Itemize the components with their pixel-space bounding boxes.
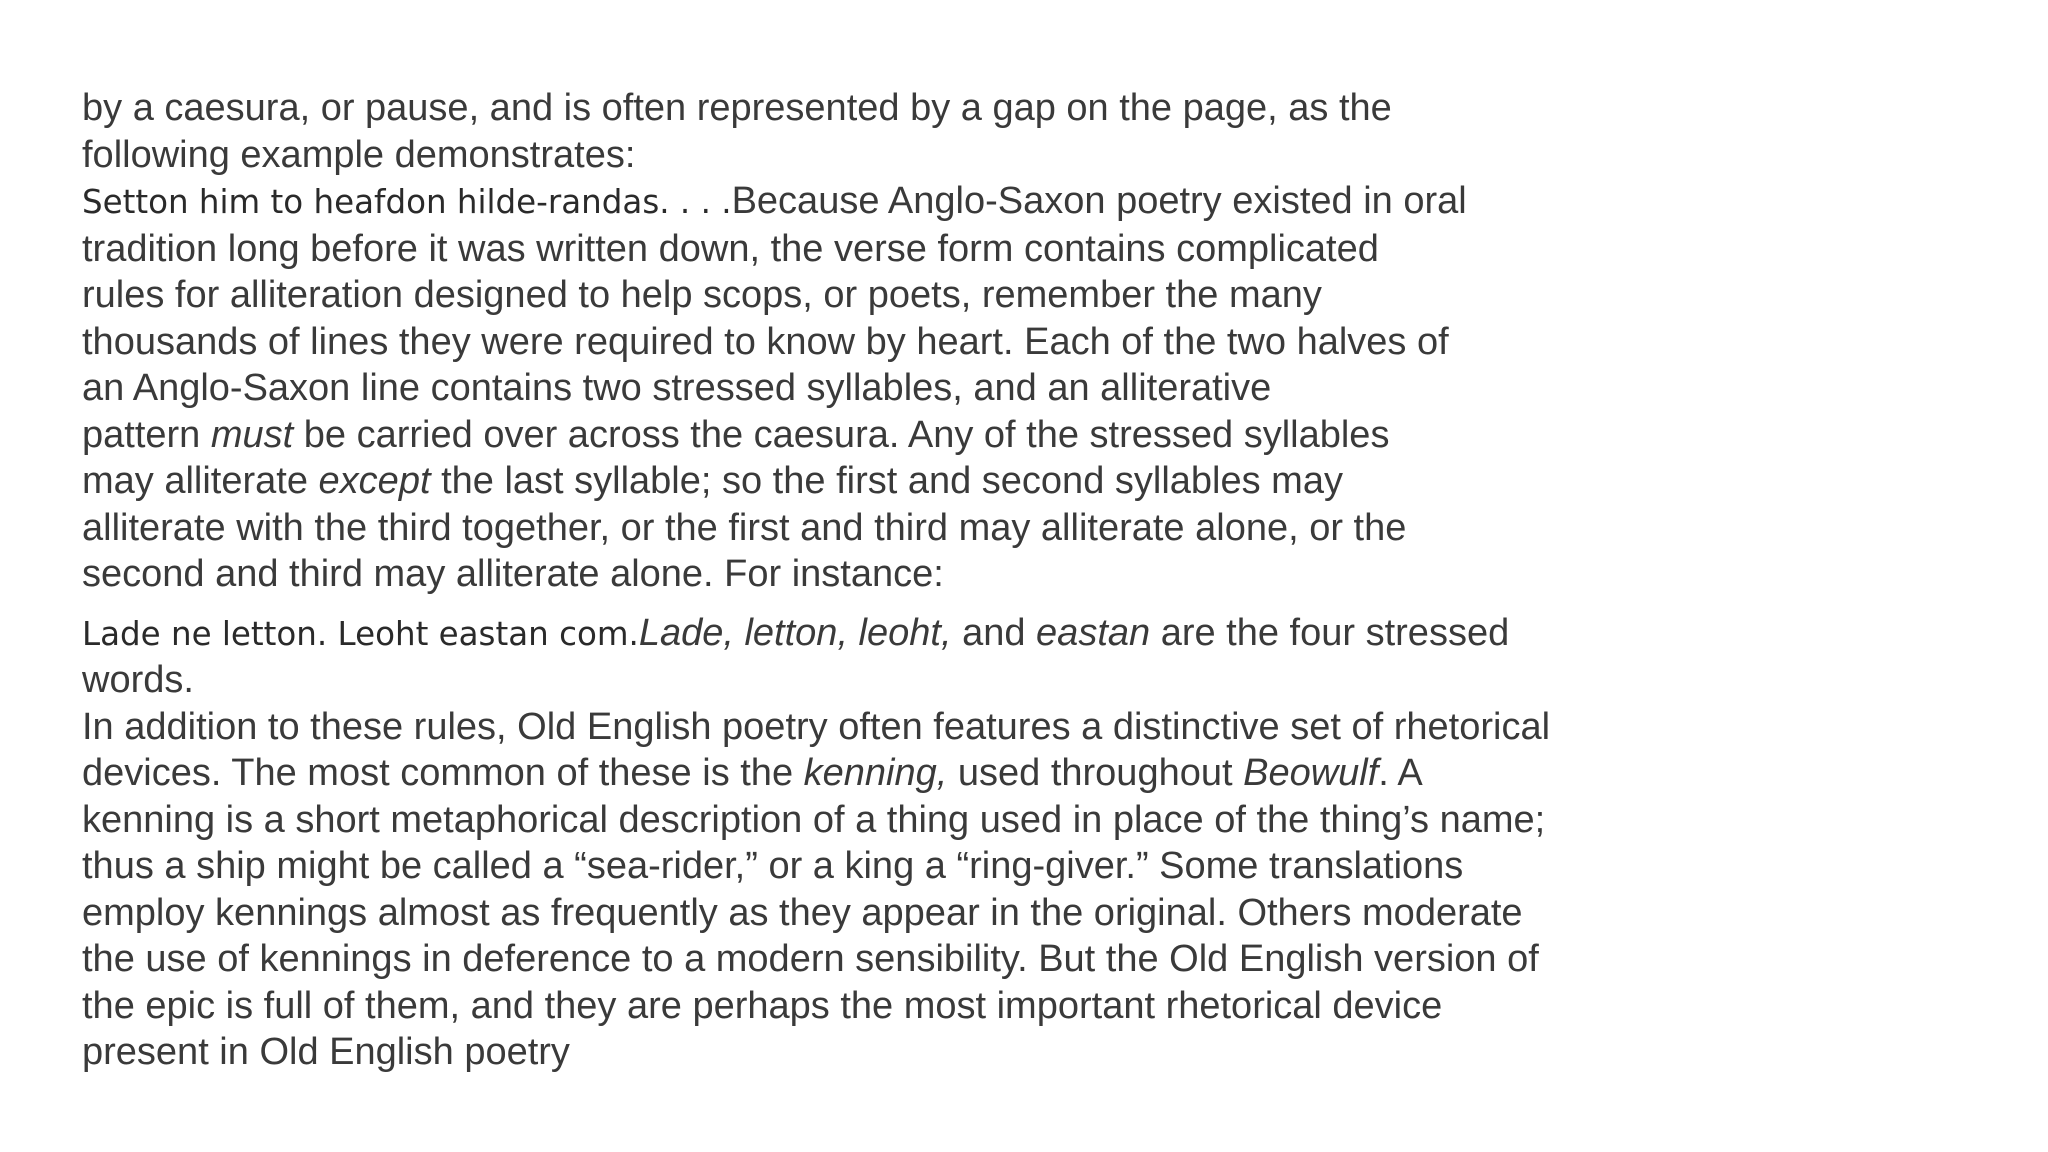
text-line: kenning is a short metaphorical description of a thing used in place of the thing’s name; [82, 798, 1546, 841]
paragraph-caesura-intro [82, 85, 1642, 178]
paragraph-kennings [82, 704, 1642, 1076]
text-line: thousands of lines they were required to know by heart. Each of the two halves of [82, 320, 1449, 363]
text-line: an Anglo-Saxon line contains two stressed syllables, and an alliterative [82, 367, 1272, 409]
text-line: the epic is full of them, and they are perhaps the most important rhetorical device [82, 984, 1443, 1027]
text-line: Because Anglo-Saxon poetry existed in oral [731, 180, 1467, 222]
text-segment: be carried over across the caesura. Any of the stressed syllables [293, 413, 1390, 456]
verse-example-1: Setton him to heafdon hilde-randas. . . . [82, 183, 732, 221]
text-line: rules for alliteration designed to help scops, or poets, remember the many [82, 274, 1322, 316]
text-line: thus a ship might be called a “sea-rider,” or a king a “ring-giver.” Some translations [82, 845, 1464, 887]
text-line: following example demonstrates: [82, 133, 636, 176]
text-line: employ kennings almost as frequently as they appear in the original. Others moderate [82, 891, 1523, 934]
text-segment: the last syllable; so the first and second syllables may [430, 460, 1343, 502]
paragraph-alliteration-rules [82, 178, 1642, 598]
text-line: second and third may alliterate alone. For instance: [82, 553, 944, 595]
emphasis-beowulf: Beowulf [1243, 752, 1379, 794]
text-segment: may alliterate [82, 460, 319, 502]
document-body [82, 85, 1642, 1076]
emphasis-must: must [210, 413, 294, 456]
text-line: by a caesura, or pause, and is often represented by a gap on the page, as the [82, 87, 1392, 129]
text-segment: devices. The most common of these is the [82, 752, 804, 794]
text-segment: . A [1378, 752, 1423, 794]
emphasis-stressed-words: Lade, letton, leoht, [638, 611, 952, 654]
text-line: alliterate with the third together, or the first and third may alliterate alone, or the [82, 506, 1407, 549]
text-segment: are the four stressed [1150, 611, 1510, 654]
text-segment: used throughout [947, 752, 1244, 794]
text-segment: and [951, 611, 1037, 654]
paragraph-stressed-words [82, 610, 1642, 704]
emphasis-kenning: kenning, [803, 752, 948, 794]
text-line: In addition to these rules, Old English poetry often features a distinctive set of rhetorical [82, 705, 1551, 748]
text-line: tradition long before it was written down, the verse form contains complicated [82, 227, 1379, 270]
text-segment: pattern [82, 413, 211, 456]
text-line: words. [82, 659, 194, 701]
text-line: the use of kennings in deference to a modern sensibility. But the Old English version of [82, 938, 1539, 980]
emphasis-except: except [318, 460, 431, 502]
verse-example-2: Lade ne letton. Leoht eastan com. [82, 614, 639, 653]
emphasis-eastan: eastan [1036, 611, 1151, 654]
text-line: present in Old English poetry [82, 1031, 570, 1073]
